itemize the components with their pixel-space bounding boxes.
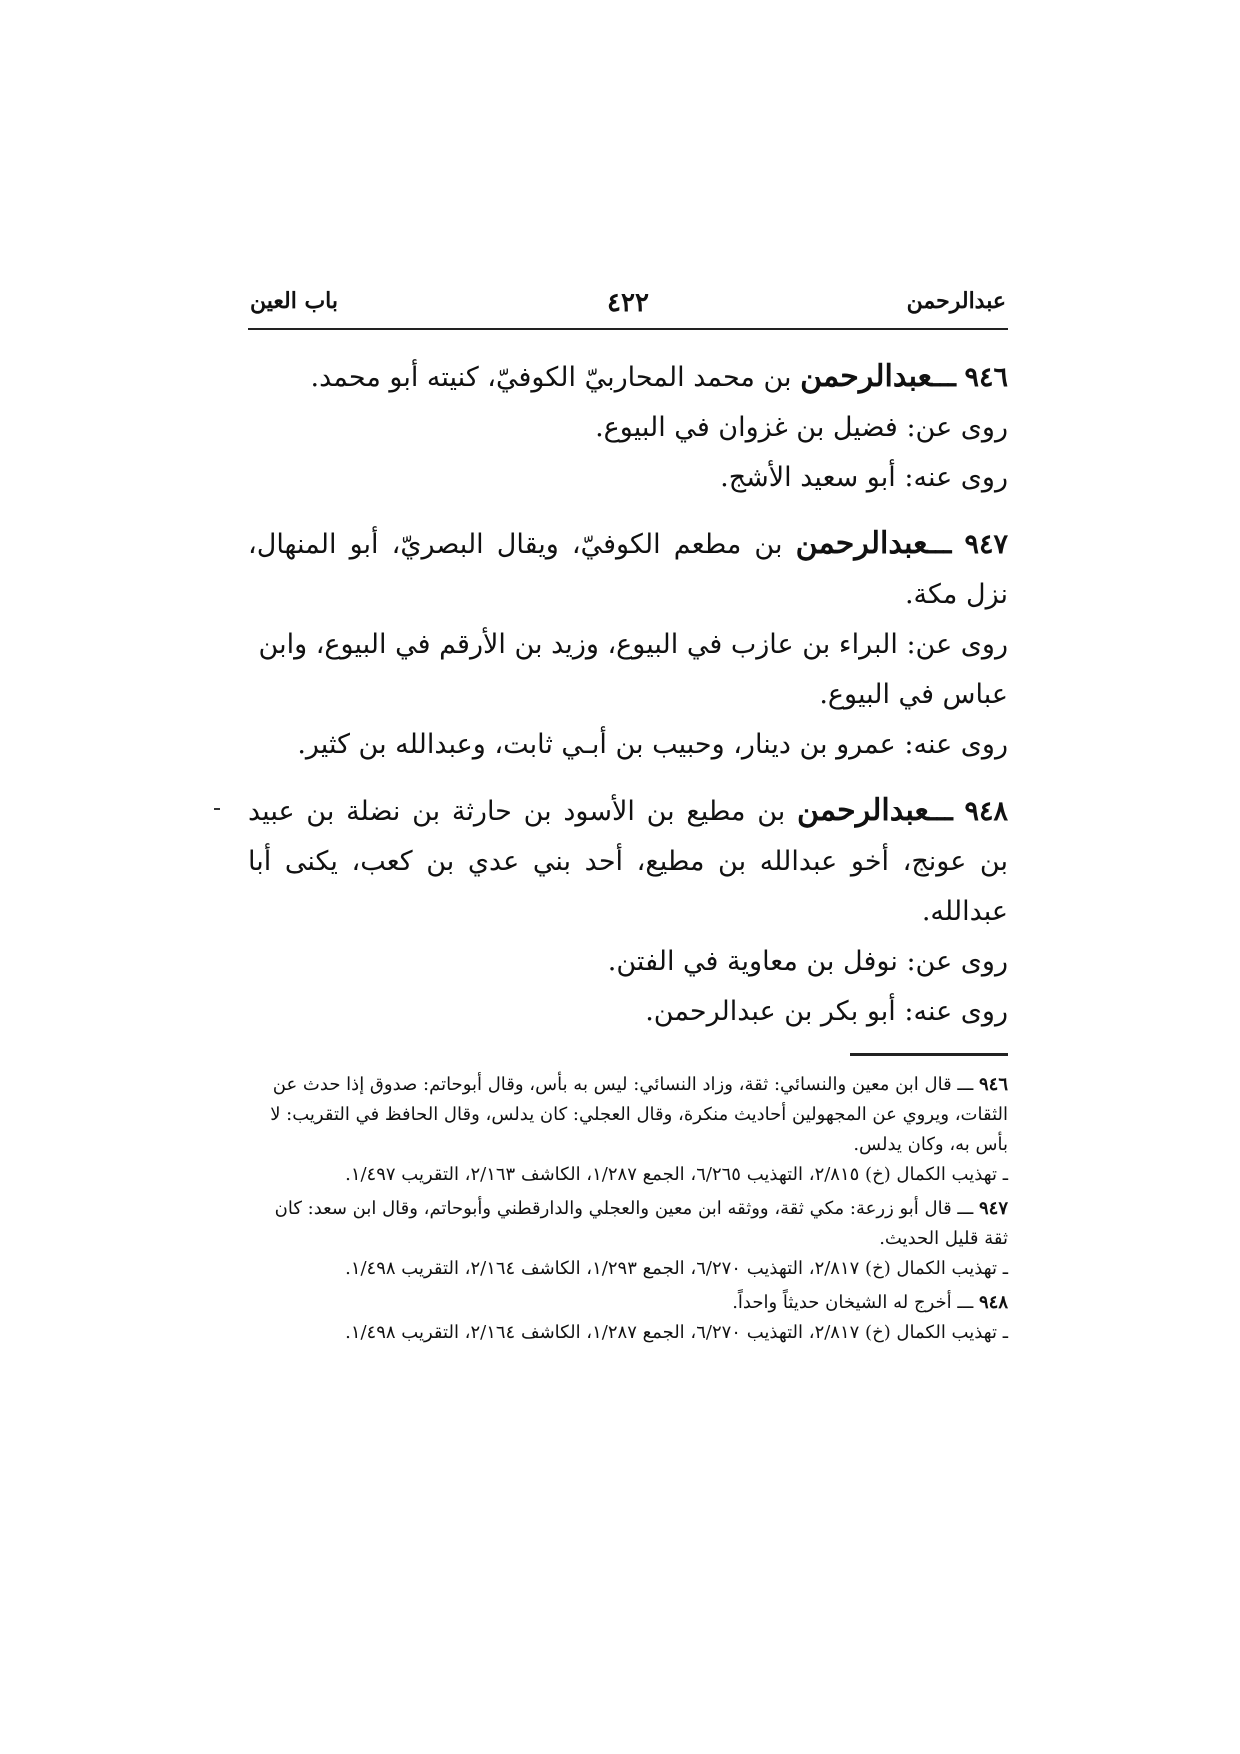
footnote — [248, 1288, 1008, 1348]
narrated-by-line — [248, 453, 1008, 503]
footnote-separator — [850, 1053, 1008, 1056]
narrated-from-text: البراء بن عازب في البيوع، وزيد بن الأرقم في البيوع، وابن عباس في البيوع. — [258, 629, 1008, 710]
footnote-number: ٩٤٧ — [978, 1198, 1008, 1219]
narrated-from-label: روى عن: — [906, 946, 1008, 977]
running-header — [248, 288, 1008, 330]
entry-heading — [248, 352, 1008, 403]
narrated-from-line — [248, 937, 1008, 987]
footnote-number: ٩٤٦ — [978, 1074, 1008, 1095]
margin-mark — [214, 808, 220, 810]
footnote-text: قال ابن معين والنسائي: ثقة، وزاد النسائي: ليس به بأس، وقال أبوحاتم: صدوق إذا حدث عن الثقات، ويروي عن المجهولين أحاديث منكرة، وقال العجلي: كان يدلس، وقال الحافظ في التقريب: لا بأس به، وكان يدلس. — [270, 1074, 1008, 1155]
narrated-by-line — [248, 987, 1008, 1037]
narrated-by-label: روى عنه: — [904, 462, 1008, 493]
entry-dash: ـــ — [927, 529, 952, 560]
page-number: ٤٢٢ — [607, 288, 649, 318]
footnotes — [248, 1070, 1008, 1352]
footnote-references: ـ تهذيب الكمال (خ) ٢/٨١٥، التهذيب ٦/٢٦٥، الجمع ١/٢٨٧، الكاشف ٢/١٦٣، التقريب ١/٤٩٧. — [345, 1164, 1008, 1185]
footnote-dash: ـــ — [957, 1074, 974, 1095]
biography-entry — [248, 786, 1008, 1037]
narrated-from-text: نوفل بن معاوية في الفتن. — [607, 946, 898, 977]
narrated-from-line — [248, 620, 1008, 720]
entry-dash: ـــ — [932, 362, 956, 393]
footnote — [248, 1070, 1008, 1190]
entry-number: ٩٤٧ — [964, 529, 1008, 560]
narrated-from-text: فضيل بن غزوان في البيوع. — [595, 412, 898, 443]
footnote-text: أخرج له الشيخان حديثاً واحداً. — [732, 1292, 952, 1313]
footnote — [248, 1194, 1008, 1284]
footnote-body — [248, 1070, 1008, 1160]
narrated-from-label: روى عن: — [906, 629, 1008, 660]
footnote-references: ـ تهذيب الكمال (خ) ٢/٨١٧، التهذيب ٦/٢٧٠، الجمع ١/٢٩٣، الكاشف ٢/١٦٤، التقريب ١/٤٩٨. — [345, 1258, 1008, 1279]
narrated-by-label: روى عنه: — [904, 729, 1008, 760]
entry-description: بن محمد المحاربيّ الكوفيّ، كنيته أبو محمد. — [310, 362, 792, 393]
footnote-text: قال أبو زرعة: مكي ثقة، ووثقه ابن معين والعجلي والدارقطني وأبوحاتم، وقال ابن سعد: كان ثقة قليل الحديث. — [274, 1198, 1008, 1249]
narrated-by-label: روى عنه: — [904, 996, 1008, 1027]
entry-description: بن مطعم الكوفيّ، ويقال البصريّ، أبو المنهال، نزل مكة. — [248, 529, 1008, 610]
entry-number: ٩٤٦ — [964, 362, 1008, 393]
footnote-references: ـ تهذيب الكمال (خ) ٢/٨١٧، التهذيب ٦/٢٧٠، الجمع ١/٢٨٧، الكاشف ٢/١٦٤، التقريب ١/٤٩٨. — [345, 1322, 1008, 1343]
narrated-from-line — [248, 403, 1008, 453]
entry-heading — [248, 786, 1008, 937]
entry-name: عبدالرحمن — [795, 526, 928, 561]
narrated-by-text: عمرو بن دينار، وحبيب بن أبـي ثابت، وعبدالله بن كثير. — [297, 729, 896, 760]
entry-name: عبدالرحمن — [796, 793, 930, 828]
footnote-dash: ـــ — [957, 1292, 974, 1313]
biography-entry — [248, 352, 1008, 503]
narrated-from-label: روى عن: — [906, 412, 1008, 443]
footnote-body — [248, 1194, 1008, 1254]
biography-entry — [248, 519, 1008, 770]
entry-description: بن مطيع بن الأسود بن حارثة بن نضلة بن عبيد بن عونج، أخو عبدالله بن مطيع، أحد بني عدي بن كعب، يكنى أبا عبدالله. — [248, 796, 1008, 927]
footnote-dash: ـــ — [957, 1198, 974, 1219]
entry-dash: ـــ — [929, 796, 953, 827]
header-section-title: عبدالرحمن — [906, 288, 1006, 314]
main-text — [248, 352, 1008, 1053]
entry-name: عبدالرحمن — [800, 359, 933, 394]
entry-heading — [248, 519, 1008, 620]
entry-number: ٩٤٨ — [964, 796, 1008, 827]
header-chapter-title: باب العين — [250, 288, 339, 314]
narrated-by-text: أبو بكر بن عبدالرحمن. — [645, 996, 896, 1027]
footnote-body — [248, 1288, 1008, 1318]
narrated-by-text: أبو سعيد الأشج. — [720, 462, 896, 493]
footnote-number: ٩٤٨ — [978, 1292, 1008, 1313]
narrated-by-line — [248, 720, 1008, 770]
